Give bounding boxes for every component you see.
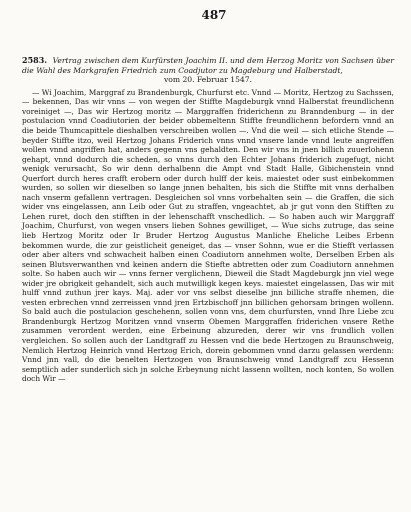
document-heading-text: Vertrag zwischen dem Kurfürsten Joachim II. und dem Herzog Moritz von Sachsen über die Wahl des Markgrafen Friedrich zum Coadjutor zu Magdeburg und Halberstadt, [22, 56, 394, 75]
document-number: 2583. [22, 55, 48, 65]
document-body [22, 88, 394, 384]
document-body-text: — Wi Joachim, Marggraf zu Brandenburgk, Churfurst etc. Vnnd — Moritz, Hertzog zu Sachssen, — bekennen, Das wir vnns — von wegen der Stiffte Magdeburgk vnnd Halberstat freundlichenn voreiniget —, Das wir Hertzog moritz — Marggraffen friderichenn zu Branndenburg — in der postulacion vnnd Coadiutorien der beider obbemeltenn Stiffte freundlichenn befordern vnnd an die beide Thumcapittele dieshalben verschreiben wollen —. Vnd die weil — sich etliche Stende — beyder Stiffte itzo, weil Hertzog Johans Friderich vnns vnnd vnsere lande vnnd leute angreiffen wollen vnnd angriffen hat, anders gegenn vns gehaldten. Den wir vns in jnen billich zuuerlohenn gehapt, vnnd dodurch die scheden, so vnns durch den Echter Johans friderich zugefugt, nicht wenigk verursacht, So wir denn derhalbenn die Ampt vnd Stadt Halle, Gibichenstein vnnd Querfort durch heres crafft erobern oder durch hulff der keis. maiestet oder sust einbekommen wurden, so sollen wir dieselben so lange jnnen behalten, bis sich die Stiffte mit vnns derhalben nach vnserm gefallenn vertragen. Desgleichen sol vnns vorbehalten sein — die Graffen, die sich wider vns eingelassen, ann Leib oder Gut zu straffen, vngeachtet, ab jr gut vonn den Stifften zu Lehen ruret, doch den stifften in der lehenschafft vnschedlich. — So haben auch wir Marggraff Joachim, Churfurst, von wegen vnsers lieben Sohnes gewilliget, — Wue sichs zutruge, das seine lieb Hertzog Moritz oder Ir Bruder Hertzog Augustus Manliche Eheliche Leibes Erbenn bekommen wurde, die zur geistlicheit geneiget, das — vnser Sohnn, wue er die Stiefft verlassen oder aber alters vnd schwacheit halben einen Coadiutorn annehmen wolte, Derselben Erben als seinen Blutsverwanthen vnd keinen andern die Stiefte abtretten oder zum Coadiutorn annehmen solte. So haben auch wir — vnns ferner verglichenn, Dieweil die Stadt Magdeburgk jnn viel wege wider jre obrigkeit gehandelt, sich auch mutwilligk kegen keys. maiestet eingelassen, Das wir mit hulff vnnd zuthun jrer kays. Maj. ader vor vns selbst dieselbe jnn billiche straffe nhemen, die vesten erbrechen vnnd zerreissen vnnd jren Ertzbischoff jnn billichen gehorsam bringen wollenn. So bald auch die postulacion geschehenn, sollen vonn vns, dem churfursten, vnnd Ihre Liebe zcu Brandenburgk Hertzog Moritzen vnnd vnserm Obemen Marggraffen friderichen vnsere Rethe zusammen verordent werden, eine Erbeinung abzureden, derer wir vns frundlich vollen vergleichen. So sollen auch der Landtgraff zu Hessen vnd die bede Hertzogen zu Braunschweig, Nemlich Hertzog Heinrich vnnd Hertzog Erich, dorein gebommen vnnd darzu gelassen werdenn: Vnnd jnn vall, do die benelten Hertzogen von Braunschweig vnnd Landtgraff zcu Hessenn semptlich ader sunderlich sich jn solche Erbeynung nicht lassenn wollten, noch konten, So wollen doch Wir — [22, 87, 394, 384]
page-number: 487 [201, 8, 227, 22]
document-heading-date: vom 20. Februar 1547. [163, 75, 252, 85]
document-heading [22, 56, 394, 85]
